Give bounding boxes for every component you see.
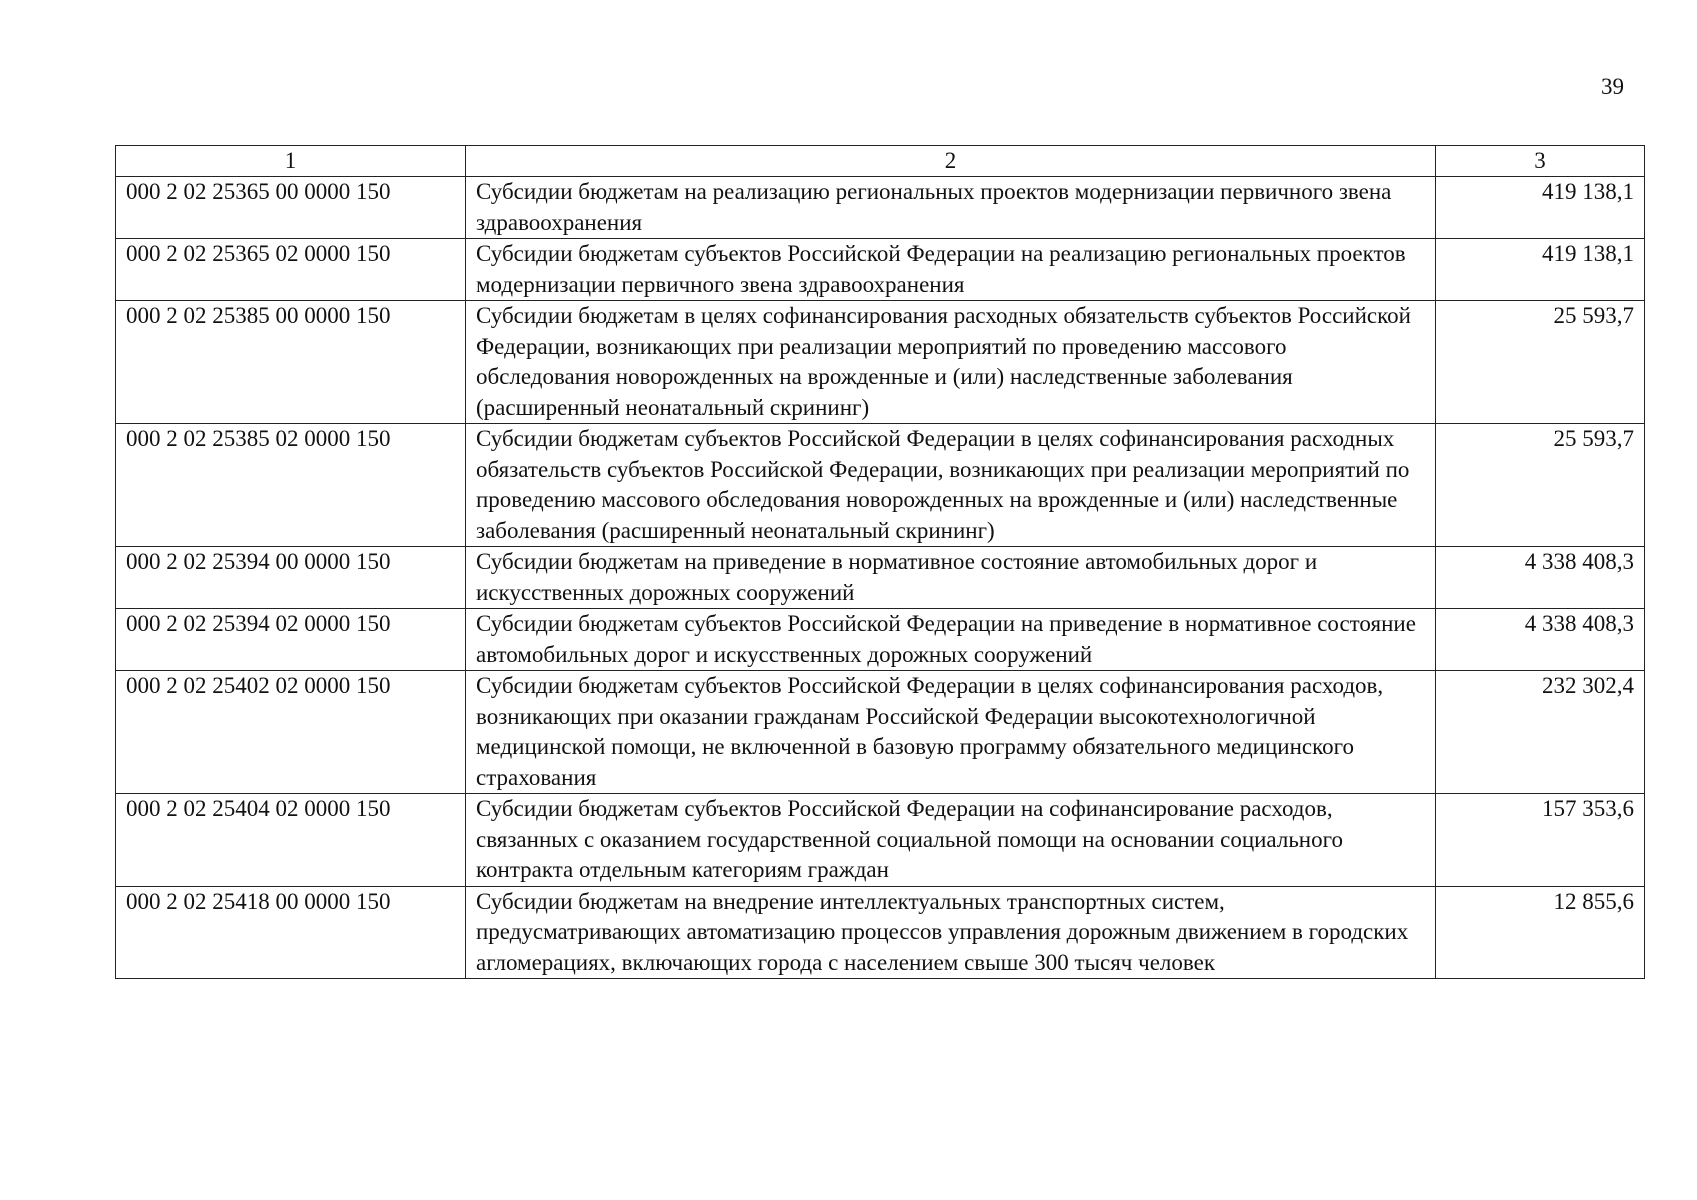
budget-code-cell: 000 2 02 25365 00 0000 150 — [116, 177, 466, 239]
table-row — [116, 609, 1645, 671]
budget-code-cell: 000 2 02 25365 02 0000 150 — [116, 239, 466, 301]
description-cell: Субсидии бюджетам в целях софинансирования расходных обязательств субъектов Российской Федерации, возникающих при реализации мероприятий по проведению массового обследования новорожденных на врожденные и (или) наследственные заболевания (расширенный неонатальный скрининг) — [466, 301, 1436, 424]
description-cell: Субсидии бюджетам на внедрение интеллектуальных транспортных систем, предусматривающих автоматизацию процессов управления дорожным движением в городских агломерациях, включающих города с населением свыше 300 тысяч человек — [466, 886, 1436, 979]
budget-code-cell: 000 2 02 25418 00 0000 150 — [116, 886, 466, 979]
description-cell: Субсидии бюджетам на реализацию региональных проектов модернизации первичного звена здравоохранения — [466, 177, 1436, 239]
description-cell: Субсидии бюджетам субъектов Российской Федерации в целях софинансирования расходов, возникающих при оказании гражданам Российской Федерации высокотехнологичной медицинской помощи, не включенной в базовую программу обязательного медицинского страхования — [466, 671, 1436, 794]
amount-cell: 25 593,7 — [1436, 424, 1645, 547]
amount-cell: 25 593,7 — [1436, 301, 1645, 424]
budget-code-cell: 000 2 02 25394 00 0000 150 — [116, 547, 466, 609]
table-row — [116, 547, 1645, 609]
table-row — [116, 794, 1645, 887]
amount-cell: 419 138,1 — [1436, 177, 1645, 239]
amount-cell: 157 353,6 — [1436, 794, 1645, 887]
table-row — [116, 301, 1645, 424]
description-cell: Субсидии бюджетам субъектов Российской Федерации в целях софинансирования расходных обязательств субъектов Российской Федерации, возникающих при реализации мероприятий по проведению массового обследования новорожденных на врожденные и (или) наследственные заболевания (расширенный неонатальный скрининг) — [466, 424, 1436, 547]
budget-code-cell: 000 2 02 25385 02 0000 150 — [116, 424, 466, 547]
table-row — [116, 239, 1645, 301]
column-header-description: 2 — [466, 146, 1436, 177]
table-row — [116, 886, 1645, 979]
amount-cell: 4 338 408,3 — [1436, 609, 1645, 671]
budget-code-cell: 000 2 02 25394 02 0000 150 — [116, 609, 466, 671]
table-header-row — [116, 146, 1645, 177]
description-cell: Субсидии бюджетам на приведение в нормативное состояние автомобильных дорог и искусственных дорожных сооружений — [466, 547, 1436, 609]
page-number: 39 — [1601, 74, 1624, 99]
table-row — [116, 424, 1645, 547]
table-row — [116, 671, 1645, 794]
amount-cell: 419 138,1 — [1436, 239, 1645, 301]
amount-cell: 12 855,6 — [1436, 886, 1645, 979]
budget-code-cell: 000 2 02 25385 00 0000 150 — [116, 301, 466, 424]
description-cell: Субсидии бюджетам субъектов Российской Федерации на приведение в нормативное состояние автомобильных дорог и искусственных дорожных сооружений — [466, 609, 1436, 671]
description-cell: Субсидии бюджетам субъектов Российской Федерации на софинансирование расходов, связанных с оказанием государственной социальной помощи на основании социального контракта отдельным категориям граждан — [466, 794, 1436, 887]
column-header-code: 1 — [116, 146, 466, 177]
table-row — [116, 177, 1645, 239]
amount-cell: 4 338 408,3 — [1436, 547, 1645, 609]
column-header-amount: 3 — [1436, 146, 1645, 177]
budget-table — [115, 145, 1645, 979]
budget-code-cell: 000 2 02 25402 02 0000 150 — [116, 671, 466, 794]
budget-code-cell: 000 2 02 25404 02 0000 150 — [116, 794, 466, 887]
amount-cell: 232 302,4 — [1436, 671, 1645, 794]
description-cell: Субсидии бюджетам субъектов Российской Федерации на реализацию региональных проектов модернизации первичного звена здравоохранения — [466, 239, 1436, 301]
